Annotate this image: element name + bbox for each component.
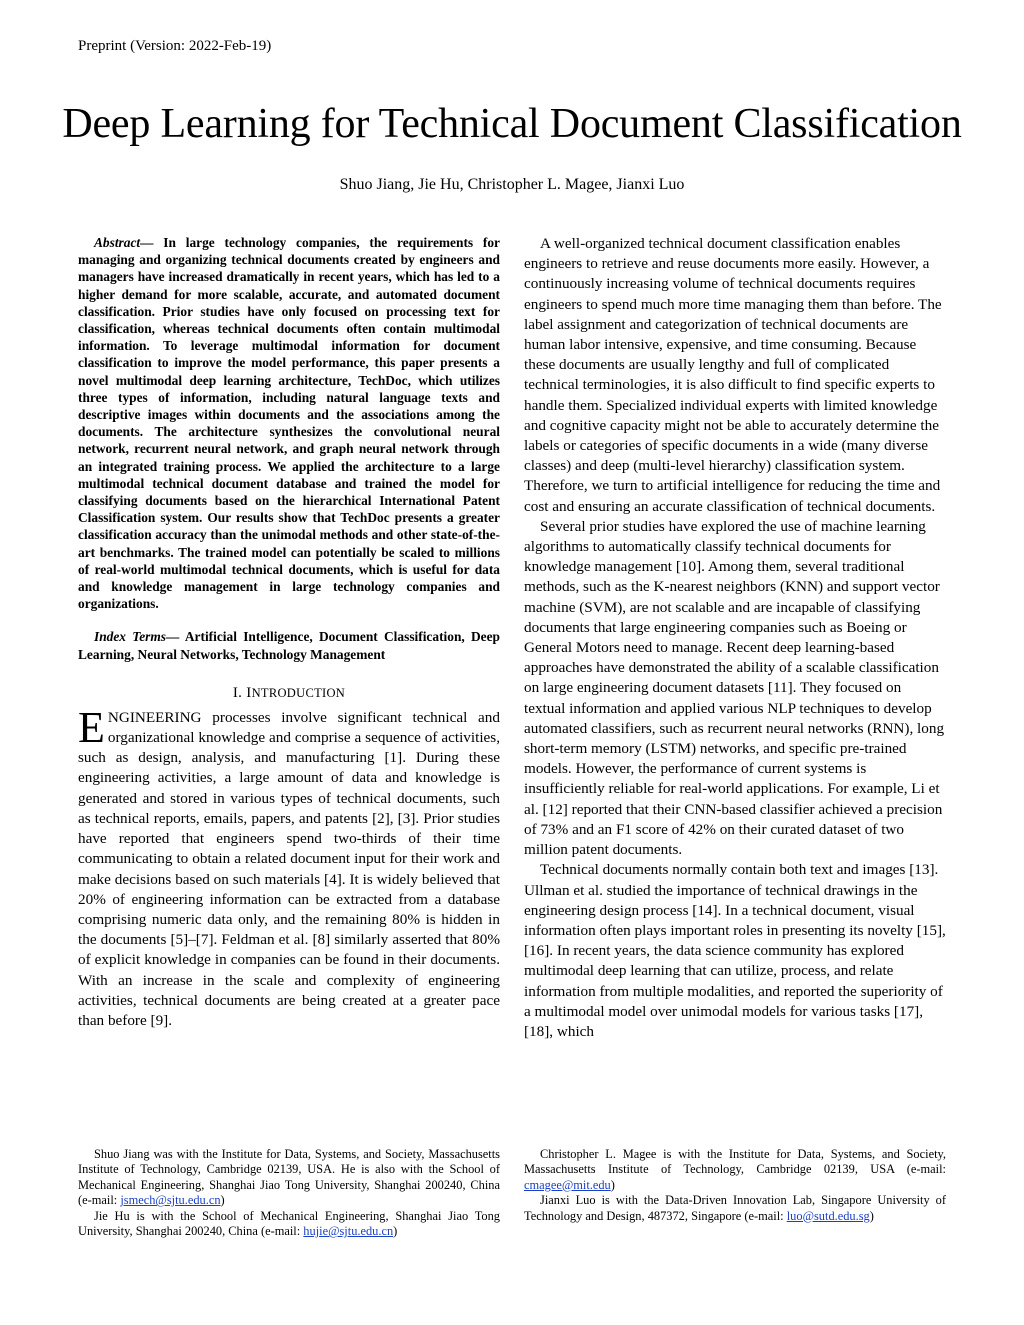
abstract	[78, 234, 500, 612]
footnote-close-paren: )	[393, 1224, 398, 1239]
drop-cap: E	[78, 702, 105, 752]
footnote-close-paren: )	[610, 1177, 615, 1192]
footnote-close-paren: )	[220, 1193, 225, 1208]
footnote-magee	[524, 1147, 946, 1193]
index-terms	[78, 628, 500, 662]
paragraph-multimodal: Technical documents normally contain both text and images [13]. Ullman et al. studied the importance of technical drawings in the engineering design process [14]. In a technical document, visual information often plays important roles in presenting its novelty [15], [16]. In recent years, the data science community has explored multimodal deep learning that can utilize, process, and relate information from multiple modalities, and reported the superiority of a multimodal model over unimodal models for various tasks [17], [18], which	[524, 861, 946, 1040]
intro-text: NGINEERING processes involve significant technical and organizational knowledge and comprise a sequence of activities, such as design, analysis, and manufacturing [1]. During these engineering activities, a large amount of data and knowledge is generated and stored in various types of technical documents, such as technical reports, emails, papers, and patents [2], [3]. Prior studies have reported that engineers spend two-thirds of their time communicating to obtain a related document input for their work and make decisions based on such materials [4]. It is widely believed that 20% of engineering information can be extracted from a database comprising numeric data only, and the remaining 80% is hidden in the documents [5]–[7]. Feldman et al. [8] similarly asserted that 80% of explicit knowledge in companies can be found in their documents. With an increase in the scale and complexity of engineering activities, technical documents are being created at a greater pace than before [9].	[78, 708, 500, 1029]
email-link-hu[interactable]: hujie@sjtu.edu.cn	[303, 1224, 394, 1239]
left-column	[78, 234, 500, 1031]
section-number: I.	[232, 684, 247, 701]
email-link-magee[interactable]: cmagee@mit.edu	[524, 1177, 611, 1192]
section-first-letter: I	[246, 684, 252, 701]
footnote-hu	[78, 1209, 500, 1240]
footnote-magee-text: Christopher L. Magee is with the Institute for Data, Systems, and Society, Massachusetts Institute of Technology, Cambridge 02139, USA (e-mail:	[524, 1147, 946, 1177]
preprint-version-label: Preprint (Version: 2022-Feb-19)	[78, 38, 272, 54]
footnotes-right	[524, 1147, 946, 1224]
paragraph-classification-need: A well-organized technical document classification enables engineers to retrieve and reuse documents more easily. However, a continuously increasing volume of technical documents requires engineers to spend much more time managing them than before. The label assignment and categorization of technical documents are human labor intensive, expensive, and time consuming. Because these documents are usually lengthy and full of complicated technical terminologies, it is also difficult to find specific experts to handle them. Specialized individual experts with limited knowledge and cognitive capacity might not be able to accurately determine the labels or categories of specific documents in a wide (many diverse classes) and deep (multi-level hierarchy) classification system. Therefore, we turn to artificial intelligence for reducing the time and cost and ensuring an accurate classification of technical documents.	[524, 235, 942, 515]
abstract-lead: Abstract—	[94, 235, 154, 250]
footnote-jiang-text: Shuo Jiang was with the Institute for Data, Systems, and Society, Massachusetts Institute of Technology, Cambridge 02139, USA. He is also with the School of Mechanical Engineering, Shanghai Jiao Tong University, Shanghai 200240, China (e-mail:	[78, 1147, 500, 1208]
abstract-text: In large technology companies, the requirements for managing and organizing technical documents created by engineers and managers have increased dramatically in recent years, which has led to a higher demand for more scalable, accurate, and automated document classification. Prior studies have only focused on processing text for classification, whereas technical documents often contain multimodal information. To leverage multimodal information for document classification to improve the model performance, this paper presents a novel multimodal deep learning architecture, TechDoc, which utilizes three types of information, including natural language texts and descriptive images within documents and the associations among the documents. The architecture synthesizes the convolutional neural network, recurrent neural network, and graph neural network through an integrated training process. We applied the architecture to a large multimodal technical document database and trained the model for classifying documents based on the hierarchical International Patent Classification system. Our results show that TechDoc presents a greater classification accuracy than the unimodal methods and other state-of-the-art benchmarks. The trained model can potentially be scaled to millions of real-world multimodal technical documents, which is useful for data and knowledge management in large technology companies and organizations.	[78, 235, 500, 612]
email-link-luo[interactable]: luo@sutd.edu.sg	[786, 1208, 870, 1223]
footnote-jiang	[78, 1147, 500, 1209]
email-link-jiang[interactable]: jsmech@sjtu.edu.cn	[120, 1193, 221, 1208]
footnote-luo-text: Jianxi Luo is with the Data-Driven Innovation Lab, Singapore University of Technology and Design, 487372, Singapore (e-mail:	[524, 1193, 946, 1223]
right-column	[524, 234, 946, 1042]
footnotes-left	[78, 1147, 500, 1239]
section-title-rest: NTRODUCTION	[251, 685, 346, 700]
author-list: Shuo Jiang, Jie Hu, Christopher L. Magee, Jianxi Luo	[339, 176, 685, 193]
paragraph-prior-studies: Several prior studies have explored the use of machine learning algorithms to automatically classify technical documents for knowledge management [10]. Among them, several traditional methods, such as the K-nearest neighbors (KNN) and support vector machine (SVM), are not scalable and are incapable of classifying documents that large engineering companies such as Boeing or General Motors need to manage. Recent deep learning-based approaches have demonstrated the ability of a scalable classification on large engineering document datasets [11]. They focused on textual information and applied various NLP techniques to develop automated classifiers, such as recurrent neural networks (RNN), long short-term memory (LSTM) networks, and specific pre-trained models. However, the performance of current systems is insufficiently reliable for real-world applications. For example, Li et al. [12] reported that their CNN-based classifier achieved a precision of 73% and an F1 score of 42% on their curated dataset of two million patent documents.	[524, 517, 945, 859]
intro-paragraph	[78, 702, 500, 1031]
paper-title: Deep Learning for Technical Document Classification	[62, 101, 962, 147]
footnote-luo	[524, 1193, 946, 1224]
section-heading-introduction	[78, 685, 500, 702]
index-terms-lead: Index Terms—	[94, 629, 180, 645]
footnote-close-paren: )	[869, 1208, 874, 1223]
footnote-hu-text: Jie Hu is with the School of Mechanical Engineering, Shanghai Jiao Tong University, Shanghai 200240, China (e-mail:	[78, 1208, 500, 1239]
index-terms-text: Artificial Intelligence, Document Classification, Deep Learning, Neural Networks, Technology Management	[78, 629, 500, 662]
